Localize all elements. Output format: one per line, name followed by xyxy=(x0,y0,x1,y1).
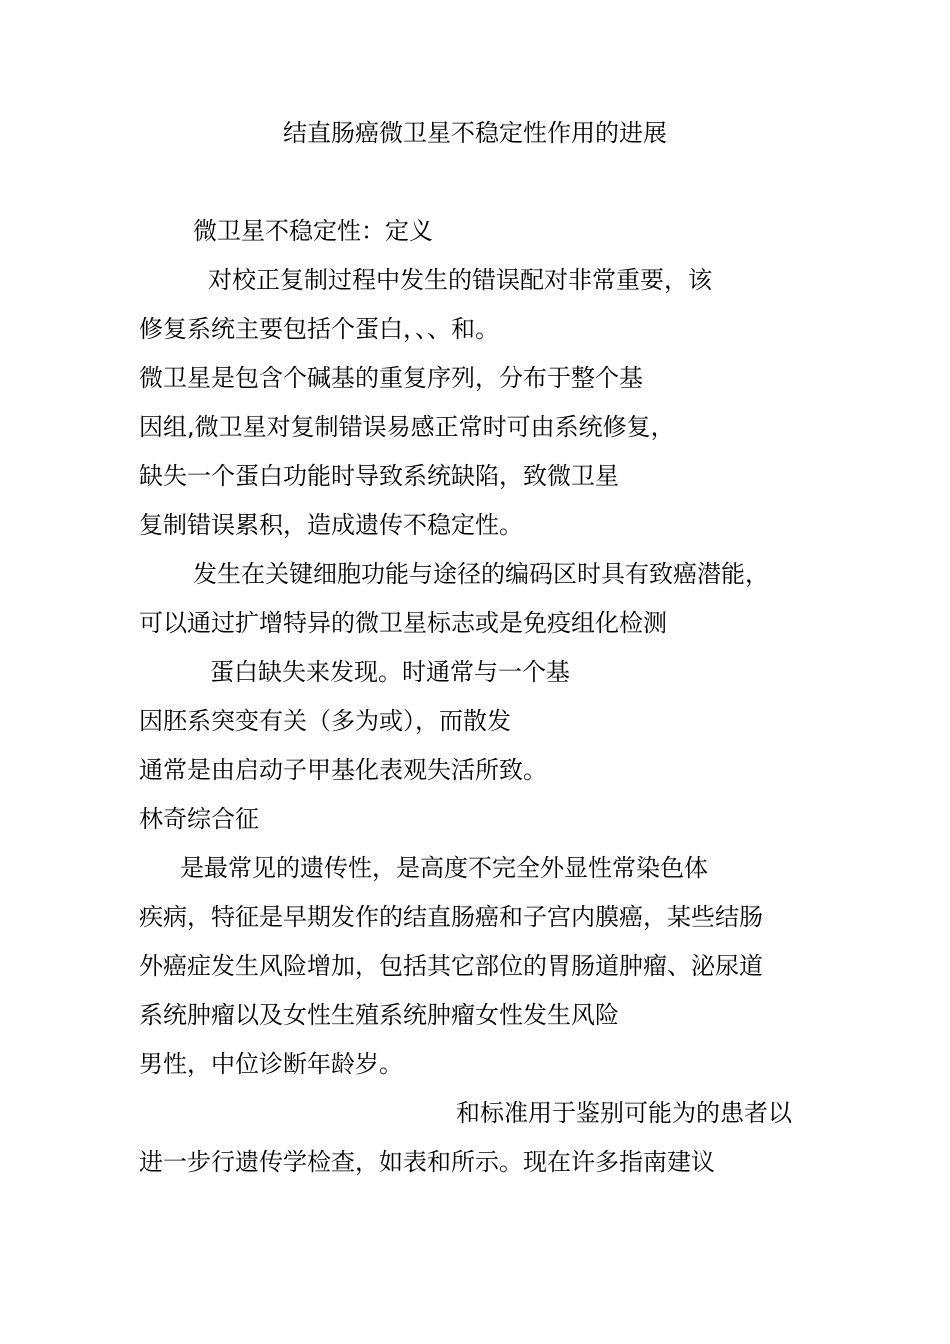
paragraph-line: 因胚系突变有关（多为或），而散发 xyxy=(139,707,511,735)
paragraph-line: 进一步行遗传学检查，如表和所示。现在许多指南建议 xyxy=(139,1148,715,1176)
paragraph-line: 男性，中位诊断年龄岁。 xyxy=(139,1050,403,1078)
paragraph-line: 缺失一个蛋白功能时导致系统缺陷，致微卫星 xyxy=(139,462,619,490)
paragraph-line: 因组,微卫星对复制错误易感正常时可由系统修复， xyxy=(139,413,675,441)
paragraph-line: 是最常见的遗传性，是高度不完全外显性常染色体 xyxy=(180,854,708,882)
paragraph-line: 修复系统主要包括个蛋白，、、和。 xyxy=(139,315,499,343)
section-heading-lynch-syndrome: 林奇综合征 xyxy=(139,805,259,833)
document-title: 结直肠癌微卫星不稳定性作用的进展 xyxy=(283,119,667,147)
paragraph-line: 蛋白缺失来发现。时通常与一个基 xyxy=(210,658,570,686)
paragraph-line: 可以通过扩增特异的微卫星标志或是免疫组化检测 xyxy=(139,609,667,637)
paragraph-line: 对校正复制过程中发生的错误配对非常重要，该 xyxy=(208,266,712,294)
section-heading-msi-definition: 微卫星不稳定性：定义 xyxy=(193,217,433,245)
paragraph-line: 发生在关键细胞功能与途径的编码区时具有致癌潜能， xyxy=(193,560,769,588)
paragraph-line: 复制错误累积，造成遗传不稳定性。 xyxy=(139,511,523,539)
paragraph-line: 微卫星是包含个碱基的重复序列，分布于整个基 xyxy=(139,364,643,392)
paragraph-line: 系统肿瘤以及女性生殖系统肿瘤女性发生风险 xyxy=(139,1001,619,1029)
paragraph-line: 通常是由启动子甲基化表观失活所致。 xyxy=(139,756,547,784)
paragraph-line: 外癌症发生风险增加，包括其它部位的胃肠道肿瘤、泌尿道 xyxy=(139,952,763,980)
paragraph-line: 和标准用于鉴别可能为的患者以 xyxy=(456,1099,792,1127)
paragraph-line: 疾病，特征是早期发作的结直肠癌和子宫内膜癌，某些结肠 xyxy=(139,903,763,931)
